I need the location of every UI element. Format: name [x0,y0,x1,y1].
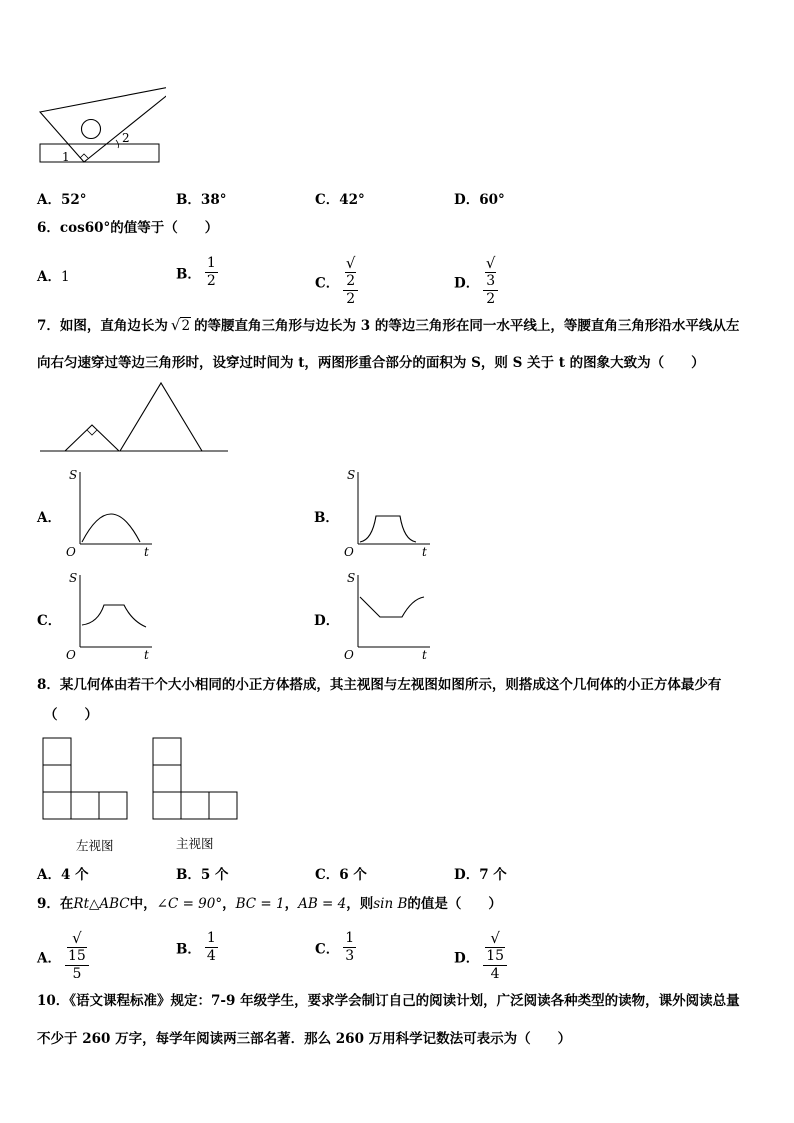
circle-shape [82,120,101,139]
equilateral-triangle [120,383,202,451]
curve [360,516,416,542]
q7-stem-line2: 向右匀速穿过等边三角形时，设穿过时间为 t，两图形重合部分的面积为 S，则 S 关于 t 的图象大致为（ ） [37,355,705,371]
q5-figure [36,82,166,168]
origin: O [344,648,354,661]
main-view-caption: 主视图 [176,836,214,851]
axis-t: t [144,648,149,661]
angle-label-1: 1 [62,150,70,164]
set-square [40,85,166,162]
q7-graph-d [338,569,438,661]
curve [82,514,140,542]
q8-stem-line2: （ ） [44,707,98,723]
q9-option-a[interactable]: A． √ 15 5 [37,930,89,983]
axis-t: t [422,545,427,558]
q10-stem-line1: 10．《语文课程标准》规定：7-9 年级学生，要求学会制订自己的阅读计划，广泛阅读各种类型的读物，课外阅读总量 [37,993,740,1009]
q9-option-b[interactable]: B． $\frac{1}{4}$ [176,930,216,964]
q5-option-d[interactable]: D．60° [454,192,505,208]
angle-label-2: 2 [122,131,130,145]
q5-option-c[interactable]: C．42° [315,192,365,208]
q8-stem-line1: 8．某几何体由若干个大小相同的小正方体搭成，其主视图与左视图如图所示，则搭成这个几何体的小正方体最少有 [37,677,722,693]
curve [360,597,424,617]
curve [82,605,146,627]
q7-option-b[interactable]: B． [314,510,339,526]
origin: O [344,545,354,558]
q9-option-d[interactable]: D． √ 15 4 [454,930,507,983]
q5-option-a[interactable]: A．52° [37,192,87,208]
q7-graph-c [60,569,160,661]
axis-s: S [347,468,356,482]
q8-option-b[interactable]: B．5 个 [176,867,229,883]
q7-option-d[interactable]: D． [314,613,340,629]
main-view-figure [152,737,240,823]
q6-option-d[interactable]: D． √ 3 2 [454,255,498,308]
axis-s: S [69,571,78,585]
q7-graph-b [338,466,438,558]
axis-s: S [69,468,78,482]
origin: O [66,545,76,558]
q8-option-d[interactable]: D．7 个 [454,867,507,883]
q9-stem: 9．在Rt△ABC中，∠C = 90°，BC = 1，AB = 4，则sin B的值是（ ） [37,896,502,912]
origin: O [66,648,76,661]
q5-option-b[interactable]: B．38° [176,192,227,208]
q7-option-a[interactable]: A． [37,510,61,526]
q6-stem: 6．cos60°的值等于（ ） [37,220,219,236]
q7-stem-line1: 7．如图，直角边长为 √2 的等腰直角三角形与边长为 3 的等边三角形在同一水平线上，等腰直角三角形沿水平线从左 [37,316,740,334]
q8-option-c[interactable]: C．6 个 [315,867,367,883]
q7-graph-a [60,466,160,558]
axis-t: t [422,648,427,661]
right-angle-mark [87,430,97,435]
q6-option-b[interactable]: B． $\frac{1}{2}$ [176,255,216,289]
q7-figure [36,380,231,456]
q8-option-a[interactable]: A．4 个 [37,867,89,883]
ruler-rect [40,144,159,162]
q10-stem-line2: 不少于 260 万字，每学年阅读两三部名著．那么 260 万用科学记数法可表示为（ ） [37,1031,572,1047]
left-view-figure [42,737,130,823]
axis-s: S [347,571,356,585]
q6-option-c[interactable]: C． √ 2 2 [315,255,358,308]
q9-option-c[interactable]: C． $\frac{1}{3}$ [315,930,355,964]
q6-option-a[interactable]: A．1 [37,269,70,285]
q7-option-c[interactable]: C． [37,613,62,629]
left-view-caption: 左视图 [76,838,114,853]
isosceles-right-triangle [65,425,119,451]
right-angle-mark [80,154,88,158]
axis-t: t [144,545,149,558]
